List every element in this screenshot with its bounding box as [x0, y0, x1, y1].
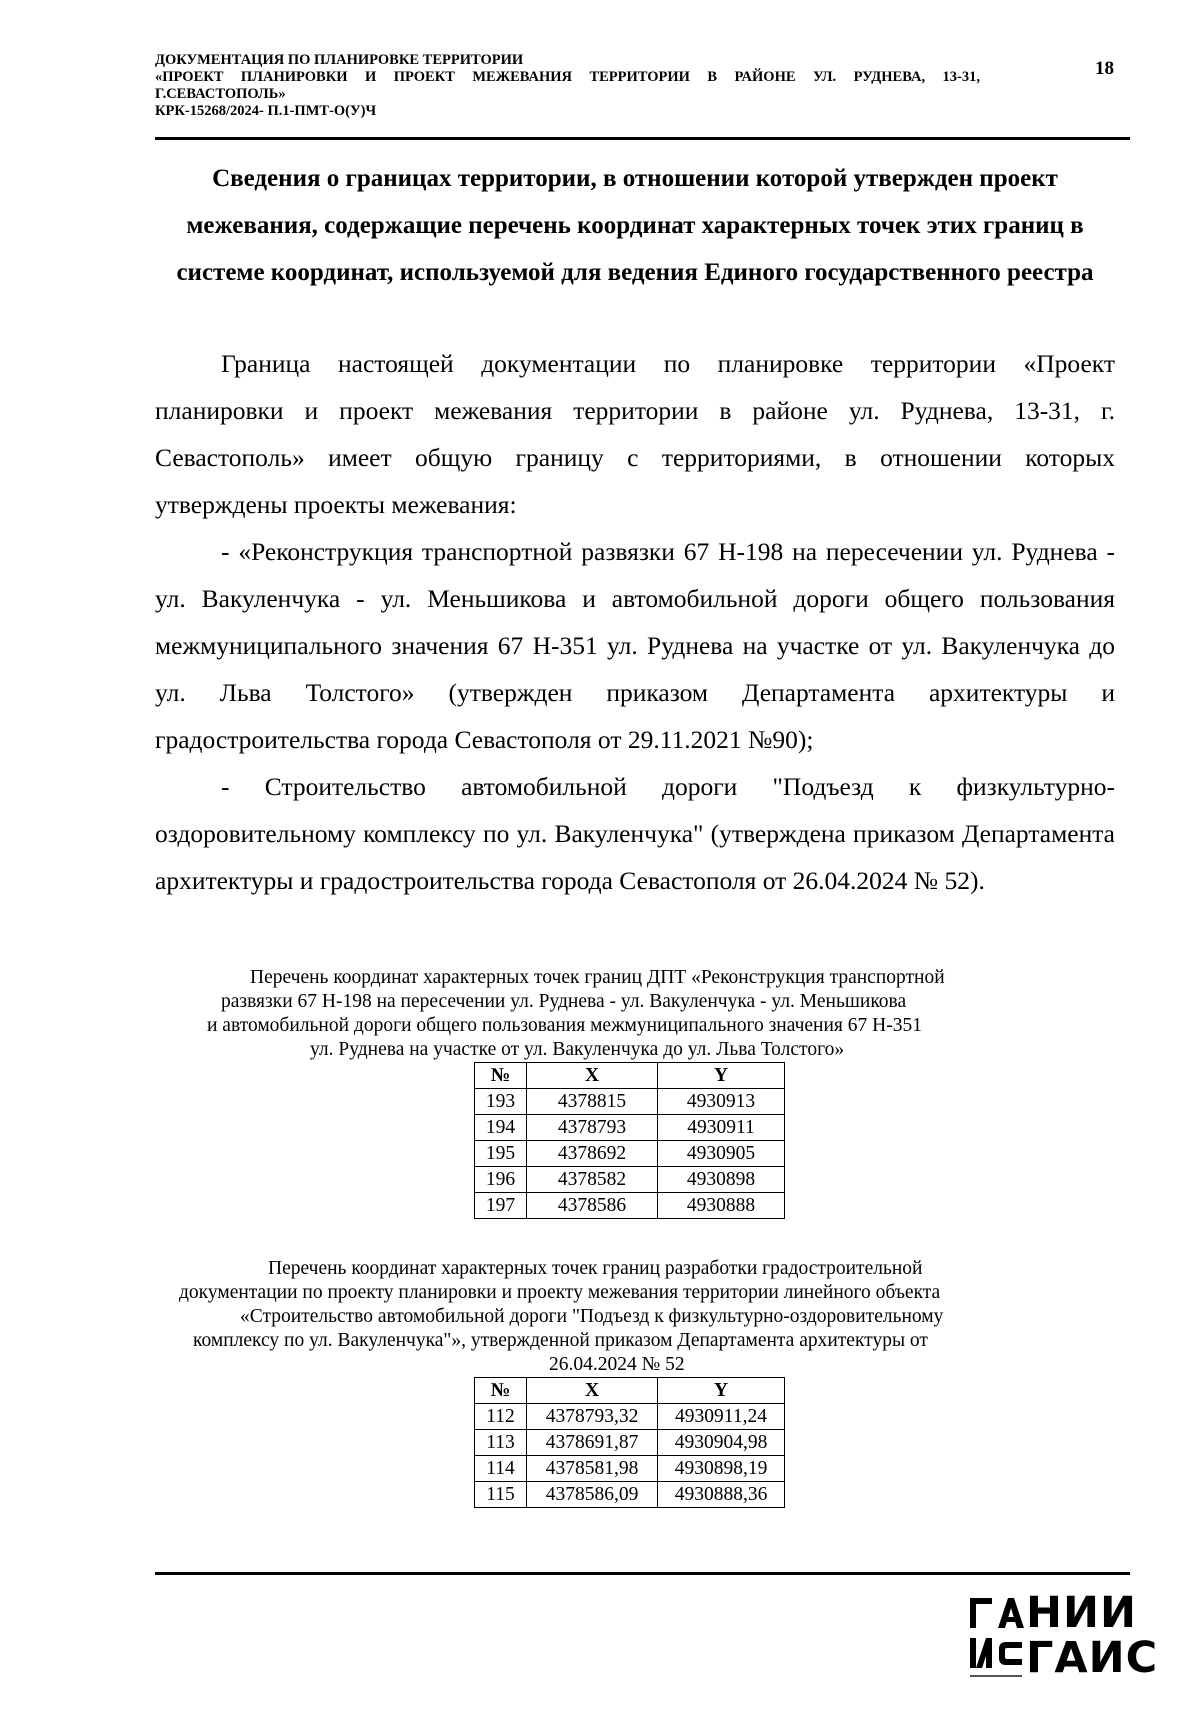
- header-line-4: КРК-15268/2024- П.1-ПМТ-О(У)Ч: [155, 103, 377, 119]
- y-coordinate: 4930888: [658, 1193, 785, 1219]
- coordinates-table-1: [474, 1062, 785, 1219]
- point-number: 113: [475, 1430, 527, 1456]
- paragraph-item-2: - Строительство автомобильной дороги "Подъезд к физкультурно-оздоровительному комплексу по ул. Вакуленчука" (утверждена приказом Департамента архитектуры и градостроительства города Севастополя от 26.04.2024 № 52).: [155, 772, 1115, 895]
- table1-caption-line: Перечень координат характерных точек границ ДПТ «Реконструкция транспортной: [250, 967, 945, 988]
- table-row: [475, 1141, 785, 1167]
- header-line-3: Г.СЕВАСТОПОЛЬ»: [155, 86, 286, 102]
- table-row: [475, 1456, 785, 1482]
- column-header-x: X: [527, 1063, 658, 1089]
- y-coordinate: 4930911: [658, 1115, 785, 1141]
- point-number: 196: [475, 1167, 527, 1193]
- table-header-row: [475, 1378, 785, 1404]
- x-coordinate: 4378793,32: [527, 1404, 658, 1430]
- table2-caption-line: «Строительство автомобильной дороги "Подъезд к физкультурно-оздоровительному: [240, 1306, 944, 1327]
- header-line-1: ДОКУМЕНТАЦИЯ ПО ПЛАНИРОВКЕ ТЕРРИТОРИИ: [155, 52, 524, 68]
- table-header-row: [475, 1063, 785, 1089]
- table1-caption-line: развязки 67 Н-198 на пересечении ул. Руднева - ул. Вакуленчука - ул. Меньшикова: [221, 991, 907, 1012]
- table-row: [475, 1115, 785, 1141]
- x-coordinate: 4378582: [527, 1167, 658, 1193]
- x-coordinate: 4378581,98: [527, 1456, 658, 1482]
- table1-caption-line: ул. Руднева на участке от ул. Вакуленчука до ул. Льва Толстого»: [310, 1039, 845, 1060]
- x-coordinate: 4378793: [527, 1115, 658, 1141]
- table-row: [475, 1430, 785, 1456]
- section-title: Сведения о границах территории, в отношении которой утвержден проект межевания, содержащие перечень координат характерных точек этих границ в системе координат, используемой для ведения Единого государственного реестра: [176, 165, 1094, 286]
- table-row: [475, 1404, 785, 1430]
- y-coordinate: 4930904,98: [658, 1430, 785, 1456]
- x-coordinate: 4378691,87: [527, 1430, 658, 1456]
- table2-caption-line: 26.04.2024 № 52: [549, 1354, 685, 1375]
- table-row: [475, 1167, 785, 1193]
- column-header-x: X: [527, 1378, 658, 1404]
- column-header-number: №: [475, 1378, 527, 1404]
- point-number: 114: [475, 1456, 527, 1482]
- logo-text-nii: НИИ: [1026, 1588, 1137, 1638]
- table-row: [475, 1089, 785, 1115]
- y-coordinate: 4930905: [658, 1141, 785, 1167]
- x-coordinate: 4378692: [527, 1141, 658, 1167]
- table2-caption-line: документации по проекту планировки и проекту межевания территории линейного объекта: [179, 1282, 941, 1303]
- table-row: [475, 1193, 785, 1219]
- y-coordinate: 4930911,24: [658, 1404, 785, 1430]
- logo-text-gais: ГАИС: [1026, 1633, 1159, 1683]
- x-coordinate: 4378586,09: [527, 1482, 658, 1508]
- x-coordinate: 4378586: [527, 1193, 658, 1219]
- point-number: 112: [475, 1404, 527, 1430]
- table-row: [475, 1482, 785, 1508]
- table2-caption-line: комплексу по ул. Вакуленчука"», утвержденной приказом Департамента архитектуры от: [193, 1330, 928, 1351]
- header-rule: [155, 137, 1130, 140]
- point-number: 115: [475, 1482, 527, 1508]
- point-number: 193: [475, 1089, 527, 1115]
- column-header-y: Y: [658, 1063, 785, 1089]
- point-number: 195: [475, 1141, 527, 1167]
- table1-caption-line: и автомобильной дороги общего пользования межмуниципального значения 67 Н-351: [207, 1015, 922, 1036]
- coordinates-table-2: [474, 1377, 785, 1508]
- y-coordinate: 4930898,19: [658, 1456, 785, 1482]
- table2-caption-line: Перечень координат характерных точек границ разработки градостроительной: [268, 1258, 923, 1279]
- column-header-number: №: [475, 1063, 527, 1089]
- nii-gais-logo: [968, 1588, 1159, 1684]
- document-header: [155, 52, 1035, 120]
- point-number: 194: [475, 1115, 527, 1141]
- point-number: 197: [475, 1193, 527, 1219]
- y-coordinate: 4930898: [658, 1167, 785, 1193]
- column-header-y: Y: [658, 1378, 785, 1404]
- page-number: 18: [1095, 58, 1114, 79]
- footer-rule: [155, 1572, 1130, 1575]
- paragraph-item-1: - «Реконструкция транспортной развязки 67 Н-198 на пересечении ул. Руднева - ул. Вакуленчука - ул. Меньшикова и автомобильной дороги общего пользования межмуниципального значения 67 Н-351 ул. Руднева на участке от ул. Вакуленчука до ул. Льва Толстого» (утвержден приказом Департамента архитектуры и градостроительства города Севастополя от 29.11.2021 №90);: [155, 537, 1115, 754]
- x-coordinate: 4378815: [527, 1089, 658, 1115]
- y-coordinate: 4930913: [658, 1089, 785, 1115]
- y-coordinate: 4930888,36: [658, 1482, 785, 1508]
- body-text: [155, 340, 1115, 904]
- paragraph-intro: Граница настоящей документации по планировке территории «Проект планировки и проект межевания территории в районе ул. Руднева, 13-31, г. Севастополь» имеет общую границу с территориями, в отношении которых утверждены проекты межевания:: [155, 349, 1115, 519]
- header-line-2: «ПРОЕКТ ПЛАНИРОВКИ И ПРОЕКТ МЕЖЕВАНИЯ ТЕРРИТОРИИ В РАЙОНЕ УЛ. РУДНЕВА, 13-31,: [155, 69, 980, 85]
- gais-mark-icon: [968, 1592, 1024, 1682]
